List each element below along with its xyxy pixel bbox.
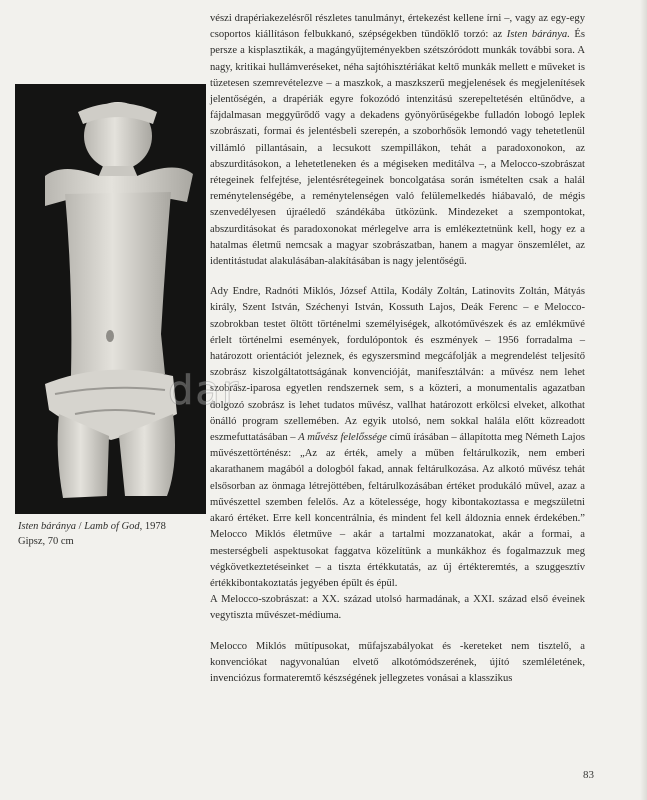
figure-caption: [18, 519, 208, 549]
page-number: 83: [583, 769, 594, 781]
caption-title-en: Lamb of God: [84, 521, 140, 532]
caption-separator: /: [76, 521, 85, 532]
sculpture-photo: [15, 84, 206, 514]
paragraph-2-closing: A Melocco-szobrászat: a XX. század utolsó harmadának, a XXI. század első éveinek vegytiszta művészet-médiuma.: [210, 594, 585, 622]
paragraph-2-text-a: Ady Endre, Radnóti Miklós, József Attila, Kodály Zoltán, Latinovits Zoltán, Mátyás király, Szent István, Széchenyi István, Kossuth Lajos, Deák Ferenc – e Melocco-szobrokban testet öltött történelmi személyiségek, alkotóművészek és az emlékművé érlelt történelmi események, fordulópontok és eszmények – 1956 forradalma – határozott orientációt jeleznek, és egyszersmind megcáfolják a megrendelést teljesítő szobrász kiszolgáltatottságának konvencióját, manifesztálván: a művész nem lehet szobrász-iparosa egyetlen rendszernek sem, s a közteri, a monumentalis agazatban dolgozó szobrász is lehet tudatos művész, vallhat határozott erkölcsi elveket, alkothat önálló program szellemében. Az egyik utolsó, nem sokkal halála előtt közreadott eszmefuttatásában –: [210, 286, 585, 444]
paragraph-3: Melocco Miklós műtípusokat, műfajszabályokat és -kereteket nem tisztelő, a konvenciókat nagyvonalúan elvető alkotómódszerének, újító szemléletének, invenciózus formateremtő készségének jellegzetes vonásai a klasszikus: [210, 640, 585, 684]
paragraph-2-text-b: című írásában – állapította meg Németh Lajos művészettörténész: „Az az érték, amely a műben feltárulkozik, nem emberi akarathanem magából a dologból fakad, annak feltárulkozása. Az alkotó művész tehát elsősorban az önmaga létrejöttében, feltárulkozásában értéket produkáló művel, azaz a művészettel szemben felelős. Az a kötelessége, hogy kibontakoztassa e megszületni akaró értéket. Erre kell koncentrálnia, és mindent fel kell áldoznia ennek érdekében.” Melocco Miklós életműve – akár a tartalmi mozzanatokat, akár a formai, a mesterségbeli aspektusokat faggatva közelítünk a munkákhoz és fogalmazzuk meg végkövetkeztetéseinket – a tiszta értékkutatás, az új értékteremtés, a szuggesztív értékkibontakoztatás jegyében épült és épül.: [210, 432, 585, 589]
body-text-column: [210, 11, 585, 687]
caption-title-hu: Isten báránya: [18, 521, 77, 532]
paragraph-gap: [210, 270, 585, 284]
paragraph-2-italic-title: A művész felelőssége: [298, 432, 387, 444]
caption-year: , 1978: [139, 521, 166, 532]
caption-title-line: [18, 519, 208, 534]
sculpture-photo-icon: [15, 84, 206, 514]
paragraph-1-italic-title: Isten báránya.: [506, 29, 570, 41]
paragraph-1: [210, 11, 585, 270]
watermark: dar: [168, 368, 241, 414]
paragraph-gap: [210, 625, 585, 639]
caption-material: Gipsz, 70 cm: [18, 536, 74, 547]
paragraph-2: [210, 284, 585, 592]
page-edge-shadow: [640, 0, 647, 800]
paragraph-1-text-b: És persze a kisplasztikák, a magángyűjteményekben szétszóródott munkák további sora. A nagy, kritikai hullámveréseket, néha sajtóhisztériákat keltő munkák mellett e műveket is tüzetesen szemrevételezve – a maszkok, a maszkszerű megjelenések és megjelenítések jelentőségén, a drapériák egyre fokozódó intenzitású szerepeltetésén eltűnődve, a fájdalmasan meggyűrődő vagy a dekadens gyönyörűségekbe fulladón lobogó leplek szobrászati, formai és jelentésbeli szerepén, a szoborhősök lemondó vagy tehetetlenül villámló pillantásain, a lecsukott szempillákon, tehát a paradoxonokon, az abszurditásokon, a lehetetleneken és a mégiseken meditálva –, a Melocco-szobrászat rétegeinek felfejtése, jelentésrétegeinek boncolgatása során ismételten csak a halál reménytelenségébe, a reménytelenségen való felülemelkedés hiábavaló, de mégis szenvedélyesen újraéledő szándékába ütközünk. Mindezeket a szempontokat, abszurditásokat és paradoxonokat mérlegelve arra is emlékeztetnünk kell, hogy ez a hatalmas életmű nemcsak a magyar szobrászatban, hanem a magyar önszemlélet, az identitástudat alakulásában-alakításában is nagy jelentőségű.: [210, 29, 585, 268]
paragraph-1-text-a: vészi drapériakezelésről részletes tanulmányt, értekezést kellene írni –, vagy az egy-egy csoportos kiállításon felbukkanó, szépségekben tündöklő torzó: az: [210, 13, 585, 41]
